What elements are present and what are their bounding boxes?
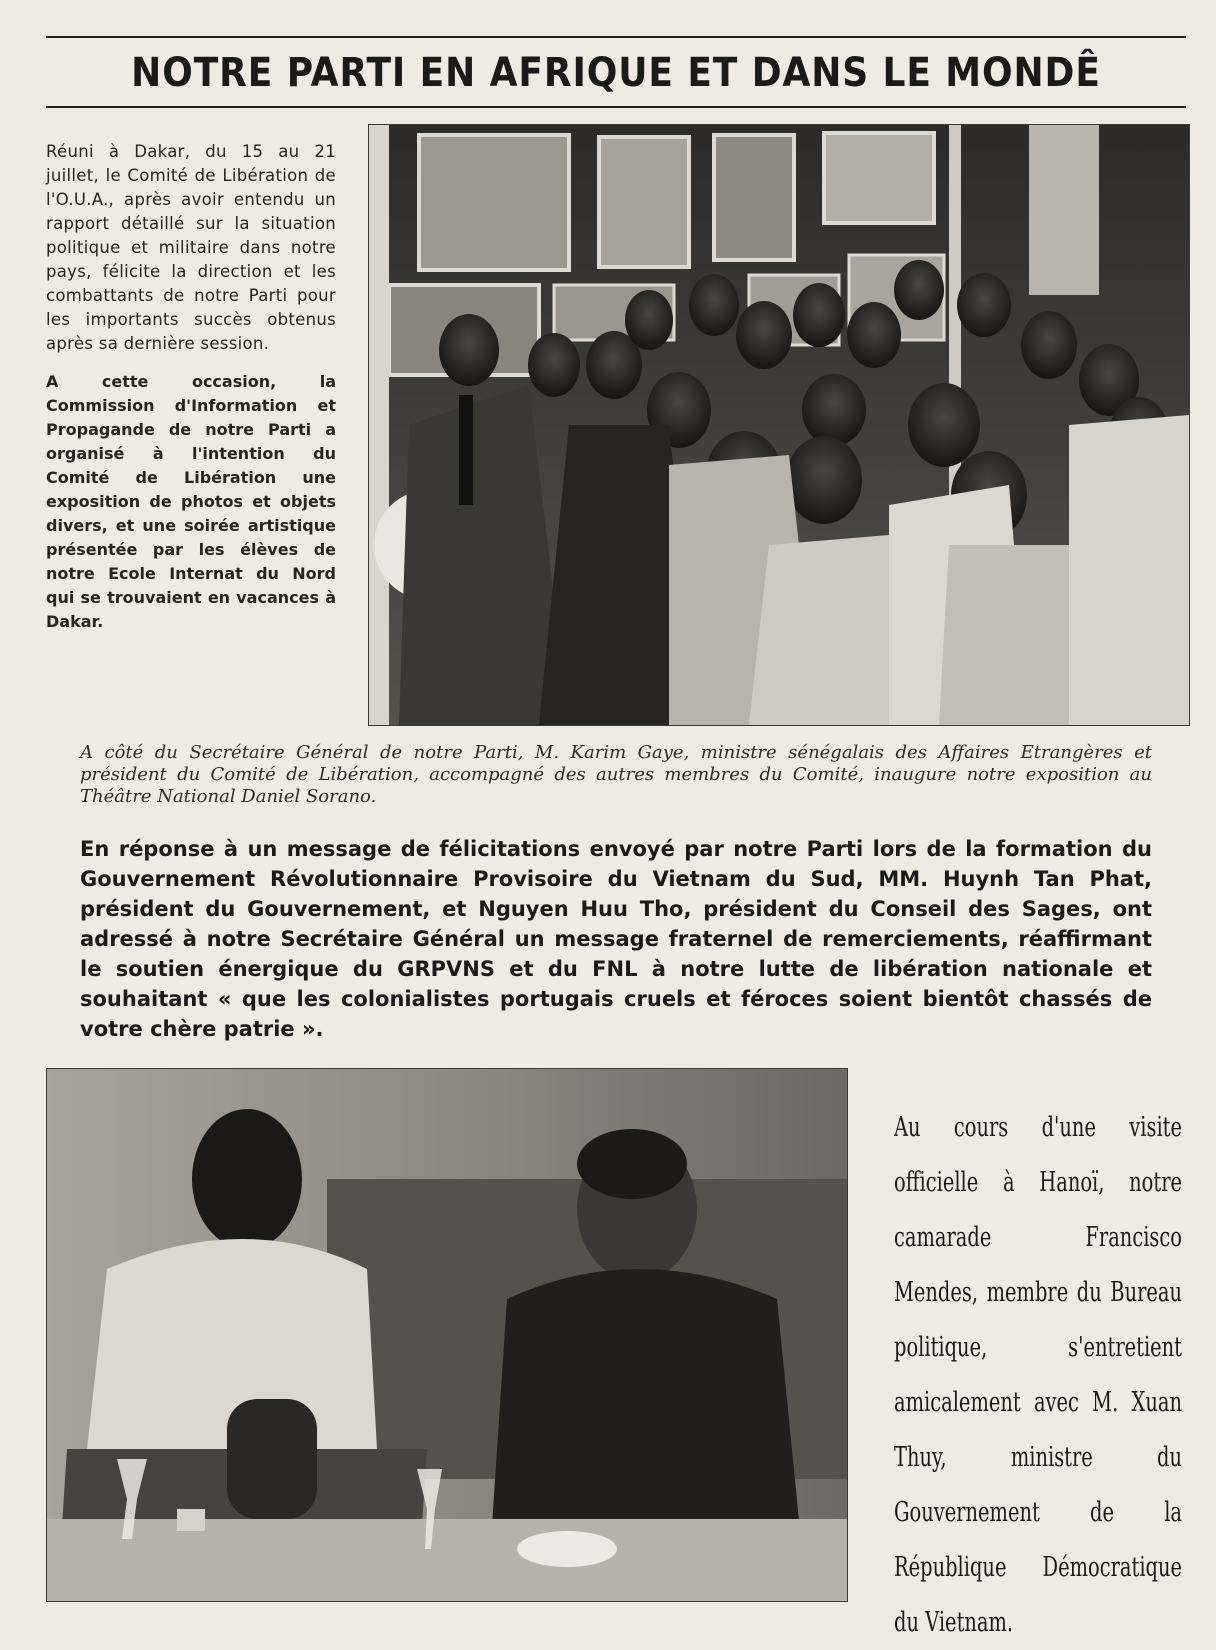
page-headline: NOTRE PARTI EN AFRIQUE ET DANS LE MONDÊ: [131, 50, 1101, 96]
header-rule-bottom: [46, 106, 1186, 108]
left-paragraph-2: A cette occasion, la Commission d'Information et Propagande de notre Parti a organisé à l'intention du Comité de Libération une exposition de photos et objets divers, et une soirée artistique présentée par les élèves de notre Ecole Internat du Nord qui se trouvaient en vacances à Dakar.: [46, 372, 336, 631]
exhibition-photo: [368, 124, 1190, 726]
hanoi-photo-caption: Au cours d'une visite officielle à Hanoï, notre camarade Francisco Mendes, membre du Bureau politique, s'entretient amicalement avec M. Xuan Thuy, ministre du Gouvernement de la République Démocratique du Vietnam.: [894, 1112, 1182, 1638]
message-paragraph: En réponse à un message de félicitations envoyé par notre Parti lors de la formation du Gouvernement Révolutionnaire Provisoire du Vietnam du Sud, MM. Huynh Tan Phat, président du Gouvernement, et Nguyen Huu Tho, président du Conseil des Sages, ont adressé à notre Secrétaire Général un message fraternel de remerciements, réaffirmant le soutien énergique du GRPVNS et du FNL à notre lutte de libération nationale et souhaitant « que les colonialistes portugais cruels et féroces soient bientôt chassés de votre chère patrie ».: [80, 837, 1152, 1041]
hanoi-meeting-photo-image: [47, 1069, 847, 1601]
exhibition-photo-image: [369, 125, 1189, 725]
left-paragraph-1: Réuni à Dakar, du 15 au 21 juillet, le Comité de Libération de l'O.U.A., après avoir entendu un rapport détaillé sur la situation politique et militaire dans notre pays, félicite la direction et les combattants de notre Parti pour les importants succès obtenus après sa dernière session.: [46, 142, 336, 353]
hanoi-meeting-photo: [46, 1068, 848, 1602]
header-rule-top: [46, 36, 1186, 38]
exhibition-photo-caption: A côté du Secrétaire Général de notre Parti, M. Karim Gaye, ministre sénégalais des Affaires Etrangères et président du Comité de Libération, accompagné des autres membres du Comité, inaugure notre exposition au Théâtre National Daniel Sorano.: [80, 742, 1152, 807]
left-column: [46, 140, 336, 634]
